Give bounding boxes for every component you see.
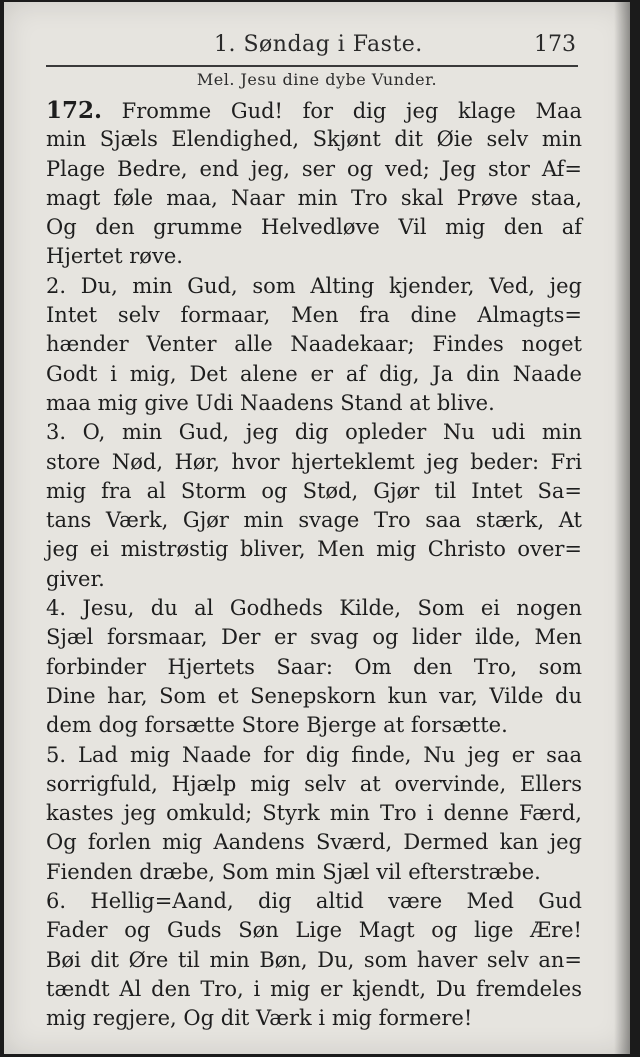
text-line: Fienden dræbe, Som min Sjæl vil efterstræbe. [46,859,541,884]
text-line: Godt i mig, Det alene er af dig, Ja din Naade [46,361,582,386]
text-line: dem dog forsætte Store Bjerge at forsætte. [46,713,508,738]
text-line: min Sjæls Elendighed, Skjønt dit Øie selv min [46,127,582,152]
text-line: sorrigfuld, Hjælp mig selv at overvinde, Ellers [46,771,582,796]
melody-line: Mel. Jesu dine dybe Vunder. [196,70,438,89]
text-line: tændt Al den Tro, i mig er kjendt, Du fremdeles [46,976,582,1001]
text-line: Hjertet røve. [46,244,183,269]
text-line: kastes jeg omkuld; Styrk min Tro i denne Færd, [46,801,582,826]
text-line: Plage Bedre, end jeg, ser og ved; Jeg stor Af= [46,156,582,181]
text-line: mig fra al Storm og Stød, Gjør til Intet Sa= [46,478,582,503]
verse-4-line: 4. Jesu, du al Godheds Kilde, Som ei nogen [46,596,582,621]
hymn-number: 172. [46,97,103,124]
running-title: 1. Søndag i Faste. [214,32,423,57]
text-line: Og den grumme Helvedløve Vil mig den af [46,215,582,240]
verse-6-line: 6. Hellig=Aand, dig altid være Med Gud [46,889,582,914]
text-line: Og forlen mig Aandens Sværd, Dermed kan jeg [46,830,582,855]
page-number: 173 [534,32,576,57]
text-line: hænder Venter alle Naadekaar; Findes noget [46,332,582,357]
text-line: jeg ei mistrøstig bliver, Men mig Christo over= [46,537,582,562]
page-header [44,32,576,62]
text-line: Bøi dit Øre til min Bøn, Du, som haver selv an= [46,947,582,972]
hymn-first-line-text: Fromme Gud! for dig jeg klage Maa [121,99,582,123]
text-line: Intet selv formaar, Men fra dine Almagts= [46,303,582,328]
text-line: Dine har, Som et Senepskorn kun var, Vilde du [46,683,582,708]
text-line: tans Værk, Gjør min svage Tro saa stærk, At [46,508,582,533]
verse-3-line: 3. O, min Gud, jeg dig opleder Nu udi min [46,420,582,445]
text-line: Fader og Guds Søn Lige Magt og lige Ære! [46,918,582,943]
text-line: giver. [46,566,105,591]
text-line: magt føle maa, Naar min Tro skal Prøve staa, [46,185,582,210]
text-line: mig regjere, Og dit Værk i mig formere! [46,1006,473,1031]
book-page [4,2,630,1054]
header-rule [46,65,578,67]
text-line: maa mig give Udi Naadens Stand at blive. [46,390,495,415]
text-line: forbinder Hjertets Saar: Om den Tro, som [46,654,582,679]
text-line: store Nød, Hør, hvor hjerteklemt jeg beder: Fri [46,449,582,474]
text-line: Sjæl forsmaar, Der er svag og lider ilde, Men [46,625,582,650]
page-edge-shadow [614,2,630,1054]
hymn-text [46,96,582,1034]
verse-2-line: 2. Du, min Gud, som Alting kjender, Ved, jeg [46,273,582,298]
verse-5-line: 5. Lad mig Naade for dig finde, Nu jeg er saa [46,742,582,767]
hymn-first-line [46,96,582,125]
